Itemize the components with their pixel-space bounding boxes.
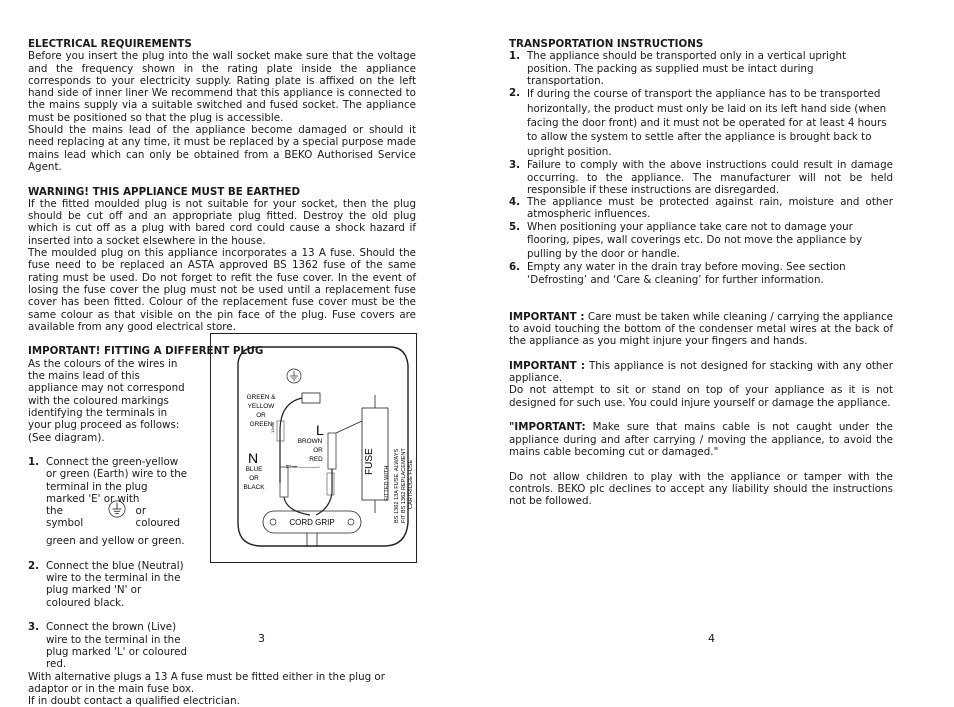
- step-1-coloured-text: or coloured: [135, 504, 181, 530]
- cord-grip-label: CORD GRIP: [289, 518, 335, 527]
- step-1-symbol-text: the symbol: [46, 504, 84, 530]
- earth-symbol-icon: [108, 499, 126, 519]
- step-number: 3.: [28, 621, 40, 634]
- transport-item-text: Failure to comply with the above instructions could result in damage occurring. to the appliance. The manufacturer will not be held responsible if these instructions are disregarded.: [527, 159, 893, 196]
- fitted-text-4: CARTRIDGE FUSE: [408, 459, 414, 509]
- neutral-wire: [284, 497, 310, 515]
- neutral-colour-label-1: BLUE: [245, 466, 263, 473]
- earth-colour-label-4: GREEN: [249, 421, 273, 428]
- plug-wiring-diagram: [210, 333, 417, 563]
- transport-item: [509, 159, 893, 196]
- electrical-heading: ELECTRICAL REQUIREMENTS: [28, 38, 192, 50]
- right-page-text: [509, 38, 893, 507]
- important-condenser-note: [509, 311, 893, 348]
- earth-colour-label-3: OR: [256, 412, 266, 419]
- important-condenser-text: Care must be taken while cleaning / carrying the appliance to avoid touching the bottom of the condenser metal wires at the back of the appliance as you might injure your fingers and hands.: [509, 310, 893, 348]
- live-terminal: [328, 433, 336, 469]
- important-stacking-note: [509, 360, 893, 385]
- fitted-text-1: FITTED WITH: [384, 465, 390, 501]
- step-2-text: Connect the blue (Neutral) wire to the terminal in the plug marked 'N' or coloured black.: [46, 559, 184, 609]
- earth-colour-label-2: YELLOW: [247, 403, 275, 410]
- page-number-left: 3: [258, 632, 265, 645]
- live-letter: L: [316, 422, 324, 438]
- transport-item-text: If during the course of transport the appliance has to be transported horizontally, the product must only be laid on its left hand side (when facing the door front) and it must not be operated for at least 4 hours to allow the system to settle after the appliance is brought back to upright position.: [527, 88, 887, 158]
- live-colour-label-2: OR: [313, 447, 323, 454]
- earth-terminal-icon: [287, 369, 301, 383]
- earth-colour-label-1: GREEN &: [246, 394, 276, 401]
- transport-item-text: When positioning your appliance take care not to damage your flooring, pipes, wall coverings etc. Do not move the appliance by pulling by the door or handle.: [527, 220, 863, 260]
- important-label: IMPORTANT :: [509, 310, 585, 323]
- transport-item-text: The appliance must be protected against rain, moisture and other atmospheric influences.: [527, 196, 893, 221]
- step-number: 2.: [28, 559, 40, 572]
- important-cable-note: [509, 421, 893, 458]
- earthed-heading: WARNING! THIS APPLIANCE MUST BE EARTHED: [28, 185, 301, 198]
- transport-item-number: 6.: [509, 261, 521, 274]
- fitting-outro-2: If in doubt contact a qualified electrician.: [28, 695, 240, 707]
- live-colour-label-1: BROWN: [297, 438, 323, 445]
- important-cable-text: Make sure that mains cable is not caught under the appliance during and after carrying / moving the appliance, to avoid the mains cable becoming cut or damaged.": [509, 421, 893, 458]
- fitting-intro: As the colours of the wires in the mains lead of this appliance may not correspond with the coloured markings identifying the terminals in your plug proceed as follows: (See diagram).: [28, 357, 185, 444]
- live-colour-label-3: RED: [309, 456, 323, 463]
- transport-item: [509, 50, 893, 87]
- transport-item: [509, 196, 893, 221]
- neutral-colour-label-3: BLACK: [243, 484, 265, 491]
- important-label: IMPORTANT :: [509, 359, 586, 372]
- transport-item: [509, 261, 893, 286]
- plug-diagram-svg: [210, 333, 417, 563]
- transport-list: [509, 50, 893, 286]
- transport-item-number: 2.: [509, 87, 521, 100]
- fuse-label: FUSE: [364, 448, 375, 475]
- transport-item: [509, 221, 893, 262]
- transport-item-number: 5.: [509, 220, 521, 233]
- electrical-paragraph-2: Should the mains lead of the appliance become damaged or should it need replacing at any time, it must be replaced by a special purpose made mains lead which can only be obtained from a BEKO Authorised Service Agent.: [28, 124, 416, 173]
- transport-item-text: Empty any water in the drain tray before moving. See section ‘Defrosting’ and ‘Care & cleaning’ for further information.: [527, 261, 846, 286]
- fitting-instructions: [28, 358, 188, 671]
- neutral-letter: N: [248, 450, 259, 466]
- strip-length-25: 25mm: [286, 464, 298, 469]
- neutral-colour-label-2: OR: [249, 475, 259, 482]
- children-warning: Do not allow children to play with the appliance or tamper with the controls. BEKO plc declines to accept any liability should the instructions not be followed.: [509, 470, 893, 508]
- transport-item: [509, 87, 893, 159]
- step-1-text: Connect the green-yellow or green (Earth) wire to the terminal in the plug marked 'E' or with: [46, 456, 188, 505]
- neutral-terminal: [280, 467, 288, 497]
- transport-item-number: 4.: [509, 196, 521, 209]
- page-number-right: 4: [708, 632, 715, 645]
- step-1-colour-text: green and yellow or green.: [46, 535, 185, 548]
- electrical-paragraph-1: Before you insert the plug into the wall socket make sure that the voltage and the frequency shown in the rating plate inside the appliance corresponds to your electricity supply. Rating plate is affixed on the left hand side of inner liner We recommend that this appliance is connected to the mains supply via a suitable switched and fused socket. The appliance must be positioned so that the plug is accessible.: [28, 50, 416, 124]
- earthed-paragraph-2: The moulded plug on this appliance incorporates a 13 A fuse. Should the fuse need to be replaced an ASTA approved BS 1362 fuse of the same rating must be used. Do not forget to refit the fuse cover. In the event of losing the fuse cover the plug must not be used until a replacement fuse cover has been fitted. Colour of the replacement fuse cover must be the same colour as that visible on the pin face of the plug. Fuse covers are available from any good electrical store.: [28, 247, 416, 333]
- fitting-step-3: [28, 621, 188, 670]
- fitting-step-1: [28, 456, 188, 547]
- plug-outline: [238, 347, 408, 546]
- fitted-text-3: FIT BS 1362 REPLACEMENT: [401, 448, 407, 523]
- earth-terminal: [302, 393, 320, 403]
- important-stacking-text: This appliance is not designed for stacking with any other appliance.: [509, 359, 894, 385]
- transport-item-number: 1.: [509, 50, 521, 63]
- transport-heading: TRANSPORTATION INSTRUCTIONS: [509, 38, 704, 50]
- fitting-outro-1: With alternative plugs a 13 A fuse must be fitted either in the plug or adaptor or in the main fuse box.: [28, 670, 385, 695]
- live-wire: [316, 469, 332, 515]
- transport-item-number: 3.: [509, 159, 521, 172]
- step-3-text: Connect the brown (Live) wire to the terminal in the plug marked 'L' or coloured red.: [46, 621, 188, 671]
- important-label: "IMPORTANT:: [509, 421, 586, 434]
- transport-item-text: The appliance should be transported only in a vertical upright position. The packing as supplied must be intact during transportation.: [527, 50, 847, 87]
- earthed-paragraph-1: If the fitted moulded plug is not suitable for your socket, then the plug should be cut off and an appropriate plug fitted. Destroy the old plug which is cut off as a plug with bared cord could cause a shock hazard if inserted into a socket elsewhere in the house.: [28, 197, 416, 247]
- strip-length-12: 12mm: [270, 421, 275, 433]
- fitting-heading: IMPORTANT! FITTING A DIFFERENT PLUG: [28, 345, 264, 358]
- important-sitting-text: Do not attempt to sit or stand on top of your appliance as it is not designed for such use. You could injure yourself or damage the appliance.: [509, 384, 893, 409]
- fitting-step-2: [28, 560, 188, 609]
- step-number: 1.: [28, 456, 40, 469]
- fitted-text-2: BS 1362 13A FUSE. ALWAYS: [394, 448, 400, 523]
